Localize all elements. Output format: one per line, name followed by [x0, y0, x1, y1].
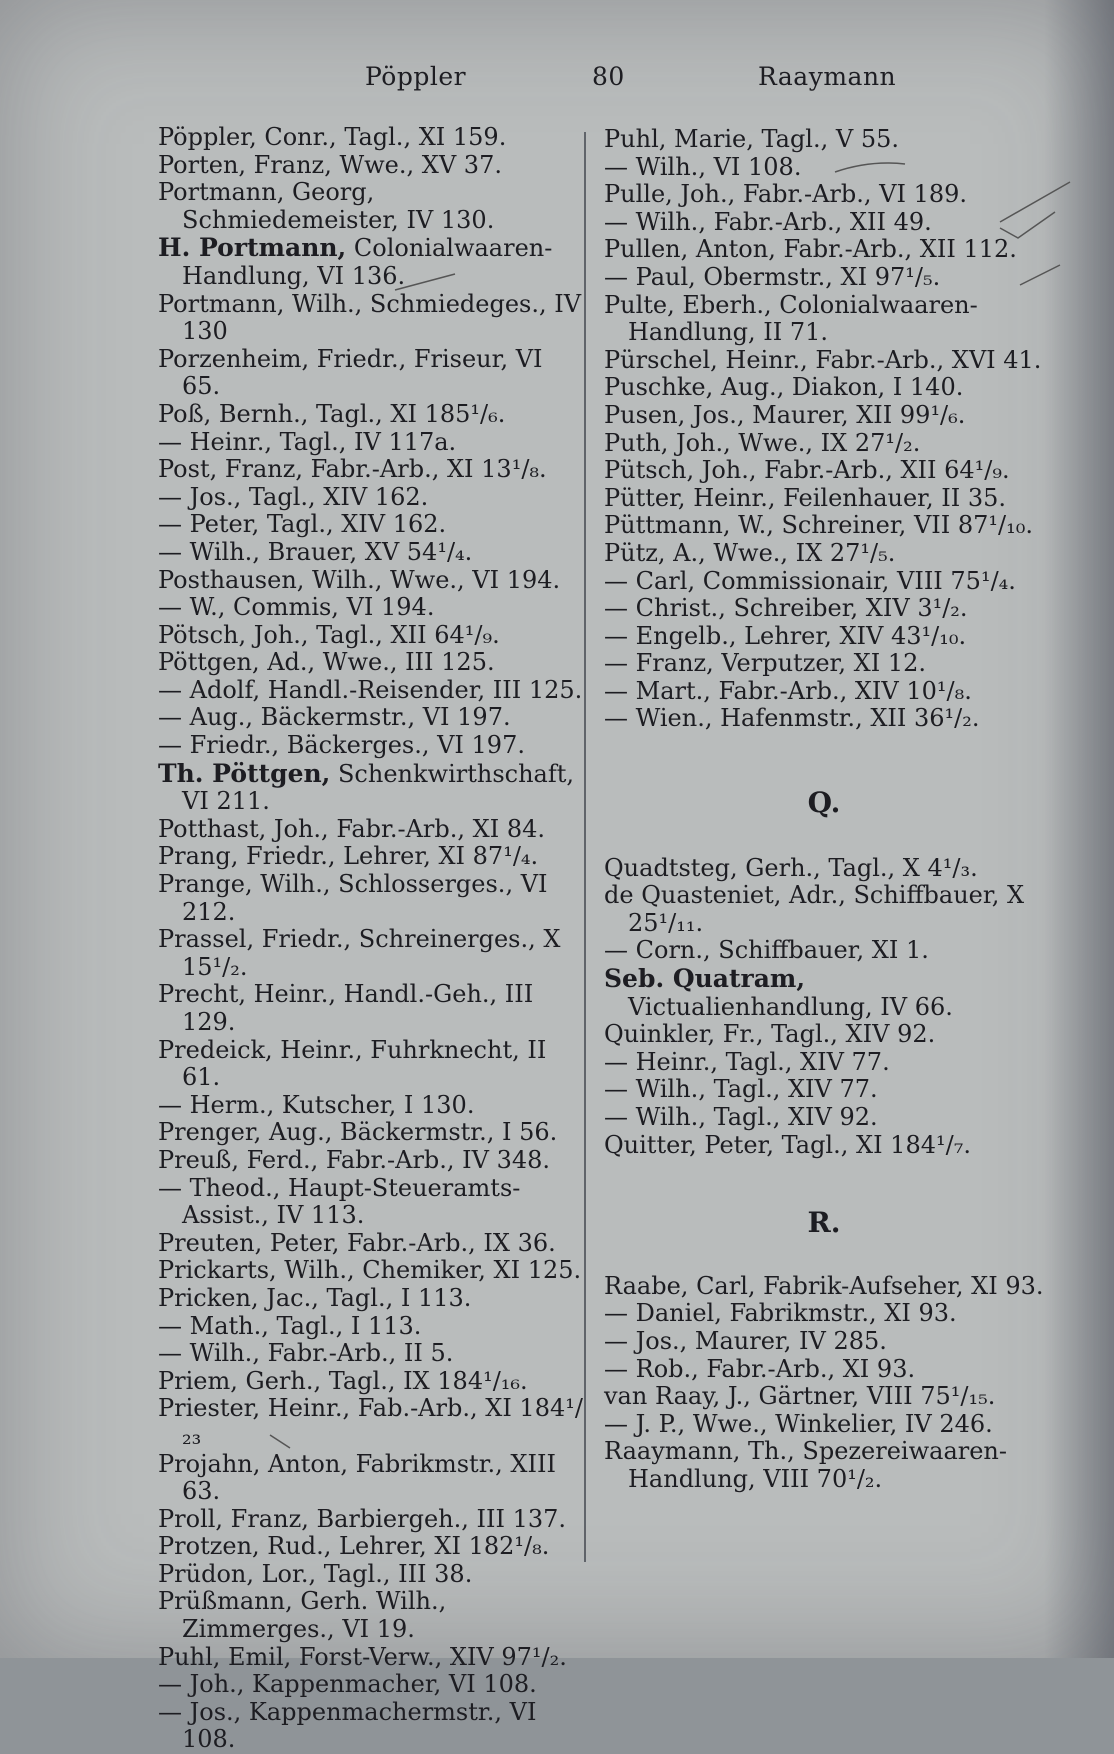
directory-entry: — Aug., Bäckermstr., VI 197. [158, 703, 511, 732]
directory-entry: — Franz, Verputzer, XI 12. [604, 649, 926, 678]
directory-entry: van Raay, J., Gärtner, VIII 75¹/₁₅. [604, 1382, 996, 1411]
directory-entry: Puschke, Aug., Diakon, I 140. [604, 373, 964, 402]
directory-entry: — Joh., Kappenmacher, VI 108. [158, 1670, 537, 1699]
section-heading-r: R. [807, 1206, 841, 1240]
directory-entry: Prange, Wilh., Schlosserges., VI 212. [158, 870, 548, 926]
directory-entry: Pötsch, Joh., Tagl., XII 64¹/₉. [158, 620, 500, 649]
directory-entry: — Herm., Kutscher, I 130. [158, 1090, 475, 1119]
directory-entry: Prenger, Aug., Bäckermstr., I 56. [158, 1118, 558, 1147]
directory-entry: Pöttgen, Ad., Wwe., III 125. [158, 648, 495, 677]
directory-entry: — Paul, Obermstr., XI 97¹/₅. [604, 262, 941, 291]
directory-entry: Posthausen, Wilh., Wwe., VI 194. [158, 565, 561, 594]
firm-name: H. Portmann, [158, 233, 347, 263]
directory-entry: — Jos., Kappenmachermstr., VI 108. [158, 1697, 537, 1754]
directory-entry: Preuten, Peter, Fabr.-Arb., IX 36. [158, 1228, 556, 1257]
entry-details: Victualienhandlung, IV 66. [628, 992, 953, 1021]
directory-entry: — Wilh., Fabr.-Arb., XII 49. [604, 207, 932, 236]
firm-name: Th. Pöttgen, [158, 758, 331, 788]
directory-entry: Precht, Heinr., Handl.-Geh., III 129. [158, 980, 534, 1036]
header-first-entry: Pöppler [365, 62, 467, 91]
directory-entry: Priester, Heinr., Fab.-Arb., XI 184¹/₂₃ [158, 1394, 583, 1450]
directory-entry: — W., Commis, VI 194. [158, 593, 435, 622]
directory-entry: Portmann, Wilh., Schmiedeges., IV 130 [158, 289, 582, 346]
directory-entry: Puth, Joh., Wwe., IX 27¹/₂. [604, 428, 921, 457]
directory-entry: Pricken, Jac., Tagl., I 113. [158, 1283, 472, 1312]
directory-entry: — Theod., Haupt-Steueramts-Assist., IV 113. [158, 1173, 521, 1230]
entry-details: Schenkwirthschaft, VI 211. [182, 759, 575, 816]
page-header [0, 62, 1114, 102]
directory-entry: Predeick, Heinr., Fuhrknecht, II 61. [158, 1035, 547, 1092]
directory-entry: Porzenheim, Friedr., Friseur, VI 65. [158, 344, 543, 401]
directory-entry: — Daniel, Fabrikmstr., XI 93. [604, 1299, 957, 1328]
directory-entry: Poß, Bernh., Tagl., XI 185¹/₆. [158, 399, 506, 428]
directory-entry: — Wilh., Fabr.-Arb., II 5. [158, 1339, 454, 1368]
p-entries [604, 126, 1044, 733]
directory-entry: Quadtsteg, Gerh., Tagl., X 4¹/₃. [604, 853, 978, 882]
directory-entry: — Rob., Fabr.-Arb., XI 93. [604, 1354, 916, 1383]
directory-entry: — Mart., Fabr.-Arb., XIV 10¹/₈. [604, 676, 972, 705]
directory-entry: Pütsch, Joh., Fabr.-Arb., XII 64¹/₉. [604, 456, 1010, 485]
directory-entry: Proll, Franz, Barbiergeh., III 137. [158, 1504, 567, 1533]
directory-entry: Projahn, Anton, Fabrikmstr., XIII 63. [158, 1449, 556, 1506]
directory-entry: Potthast, Joh., Fabr.-Arb., XI 84. [158, 814, 545, 843]
directory-entry: — Peter, Tagl., XIV 162. [158, 510, 447, 539]
directory-entry: Preuß, Ferd., Fabr.-Arb., IV 348. [158, 1145, 551, 1174]
directory-entry: de Quasteniet, Adr., Schiffbauer, X 25¹/₁₁. [604, 881, 1025, 937]
directory-entry: Pütter, Heinr., Feilenhauer, II 35. [604, 483, 1007, 512]
directory-entry: — Carl, Commissionair, VIII 75¹/₄. [604, 566, 1016, 595]
directory-entry: Quitter, Peter, Tagl., XI 184¹/₇. [604, 1130, 971, 1159]
directory-entry: Raaymann, Th., Spezereiwaaren-Handlung, VIII 70¹/₂. [604, 1437, 1007, 1493]
directory-entry: Pullen, Anton, Fabr.-Arb., XII 112. [604, 235, 1017, 264]
directory-entry: Porten, Franz, Wwe., XV 37. [158, 150, 502, 179]
left-column [158, 124, 588, 1754]
entry-details: Colonialwaaren-Handlung, VI 136. [182, 234, 553, 290]
directory-entry: Priem, Gerh., Tagl., IX 184¹/₁₆. [158, 1366, 528, 1395]
directory-entry: — Engelb., Lehrer, XIV 43¹/₁₀. [604, 621, 967, 650]
directory-entry: — Math., Tagl., I 113. [158, 1311, 422, 1340]
r-entries [604, 1273, 1044, 1494]
directory-entry: Post, Franz, Fabr.-Arb., XI 13¹/₈. [158, 455, 547, 484]
directory-entry: — Wilh., Brauer, XV 54¹/₄. [158, 537, 473, 566]
directory-entry: Quinkler, Fr., Tagl., XIV 92. [604, 1020, 936, 1049]
directory-entry [158, 760, 588, 816]
directory-entry: — Heinr., Tagl., IV 117a. [158, 427, 457, 456]
directory-entry: Puhl, Emil, Forst-Verw., XIV 97¹/₂. [158, 1642, 567, 1671]
directory-entry: — Jos., Tagl., XIV 162. [158, 482, 429, 511]
directory-entry: — Wilh., Tagl., XIV 77. [604, 1075, 878, 1104]
directory-entry: Prassel, Friedr., Schreinerges., X 15¹/₂. [158, 925, 561, 981]
directory-entry: Portmann, Georg, Schmiedemeister, IV 130. [158, 178, 495, 234]
directory-entry: Protzen, Rud., Lehrer, XI 182¹/₈. [158, 1532, 550, 1561]
directory-entry: — Jos., Maurer, IV 285. [604, 1326, 887, 1355]
directory-entry: Pusen, Jos., Maurer, XII 99¹/₆. [604, 400, 966, 429]
directory-entry: — Christ., Schreiber, XIV 3¹/₂. [604, 594, 968, 623]
directory-entry: — Wien., Hafenmstr., XII 36¹/₂. [604, 704, 980, 733]
directory-entry: Pöppler, Conr., Tagl., XI 159. [158, 123, 507, 151]
directory-entry: — Adolf, Handl.-Reisender, III 125. [158, 675, 583, 704]
directory-entry: Pütz, A., Wwe., IX 27¹/₅. [604, 538, 896, 567]
directory-entry [158, 234, 588, 290]
directory-entry: Pulte, Eberh., Colonialwaaren-Handlung, II 71. [604, 290, 978, 347]
directory-entry: — Wilh., Tagl., XIV 92. [604, 1103, 878, 1131]
page-number: 80 [592, 62, 625, 91]
directory-entry: Prüßmann, Gerh. Wilh., Zimmerges., VI 19. [158, 1587, 447, 1644]
q-entries [604, 855, 1044, 1160]
firm-name: Seb. Quatram, [604, 964, 806, 994]
directory-entry: — Corn., Schiffbauer, XI 1. [604, 936, 929, 965]
directory-entry: — J. P., Wwe., Winkelier, IV 246. [604, 1409, 993, 1438]
directory-entry [604, 965, 1044, 1021]
directory-entry: — Heinr., Tagl., XIV 77. [604, 1047, 890, 1076]
section-heading-q: Q. [807, 786, 841, 820]
directory-entry: Puhl, Marie, Tagl., V 55. [604, 125, 899, 153]
directory-entry: Püttmann, W., Schreiner, VII 87¹/₁₀. [604, 511, 1033, 540]
directory-entry: — Wilh., VI 108. [604, 152, 802, 181]
directory-entry: Raabe, Carl, Fabrik-Aufseher, XI 93. [604, 1271, 1044, 1300]
directory-entry: Prüdon, Lor., Tagl., III 38. [158, 1559, 473, 1588]
header-last-entry: Raaymann [758, 62, 897, 91]
directory-entry: Pürschel, Heinr., Fabr.-Arb., XVI 41. [604, 345, 1042, 374]
directory-entry: Pulle, Joh., Fabr.-Arb., VI 189. [604, 180, 968, 209]
right-column [604, 126, 1044, 1494]
directory-entry: — Friedr., Bäckerges., VI 197. [158, 731, 525, 760]
directory-entry: Prang, Friedr., Lehrer, XI 87¹/₄. [158, 842, 539, 871]
directory-entry: Prickarts, Wilh., Chemiker, XI 125. [158, 1256, 582, 1285]
